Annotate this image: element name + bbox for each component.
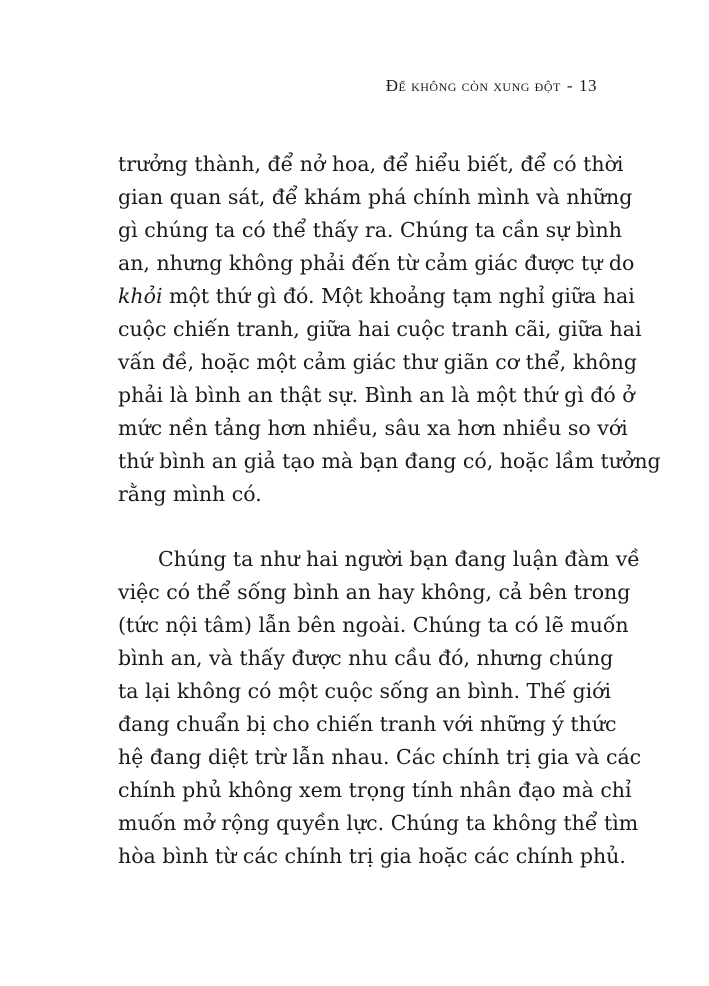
running-header xyxy=(386,76,597,96)
text-line: trưởng thành, để nở hoa, để hiểu biết, để có thời xyxy=(118,152,624,176)
text-line: muốn mở rộng quyền lực. Chúng ta không thể tìm xyxy=(118,811,639,835)
text-line: gian quan sát, để khám phá chính mình và những xyxy=(118,185,633,209)
text-line: phải là bình an thật sự. Bình an là một thứ gì đó ở xyxy=(118,383,635,407)
text-line: (tức nội tâm) lẫn bên ngoài. Chúng ta có lẽ muốn xyxy=(118,613,629,637)
text-line: thứ bình an giả tạo mà bạn đang có, hoặc lầm tưởng xyxy=(118,449,661,473)
text-line xyxy=(118,280,635,313)
text-line: mức nền tảng hơn nhiều, sâu xa hơn nhiều so với xyxy=(118,416,628,440)
header-separator: - xyxy=(566,76,573,95)
paragraph-2 xyxy=(118,543,642,873)
text-line: rằng mình có. xyxy=(118,482,262,506)
text-line: gì chúng ta có thể thấy ra. Chúng ta cần sự bình xyxy=(118,218,622,242)
text-line: hệ đang diệt trừ lẫn nhau. Các chính trị gia và các xyxy=(118,745,642,769)
text-line: chính phủ không xem trọng tính nhân đạo mà chỉ xyxy=(118,778,632,802)
paragraph-1 xyxy=(118,148,661,511)
chapter-title: Để không còn xung đột xyxy=(385,76,561,95)
text-line: bình an, và thấy được nhu cầu đó, nhưng chúng xyxy=(118,646,614,670)
text-line-rest: một thứ gì đó. Một khoảng tạm nghỉ giữa hai xyxy=(162,284,635,308)
text-line: đang chuẩn bị cho chiến tranh với những ý thức xyxy=(118,712,617,736)
emphasis-word: khỏi xyxy=(118,284,163,308)
text-line: cuộc chiến tranh, giữa hai cuộc tranh cãi, giữa hai xyxy=(118,317,642,341)
body-text xyxy=(118,148,661,873)
text-line: ta lại không có một cuộc sống an bình. Thế giới xyxy=(118,679,612,703)
text-line: hòa bình từ các chính trị gia hoặc các chính phủ. xyxy=(118,844,626,868)
text-line: việc có thể sống bình an hay không, cả bên trong xyxy=(118,580,631,604)
text-line: vấn đề, hoặc một cảm giác thư giãn cơ thể, không xyxy=(118,350,637,374)
paragraph-gap xyxy=(118,511,592,543)
text-line: an, nhưng không phải đến từ cảm giác được tự do xyxy=(118,251,635,275)
text-line: Chúng ta như hai người bạn đang luận đàm về xyxy=(158,547,640,571)
page-number: 13 xyxy=(579,76,597,95)
